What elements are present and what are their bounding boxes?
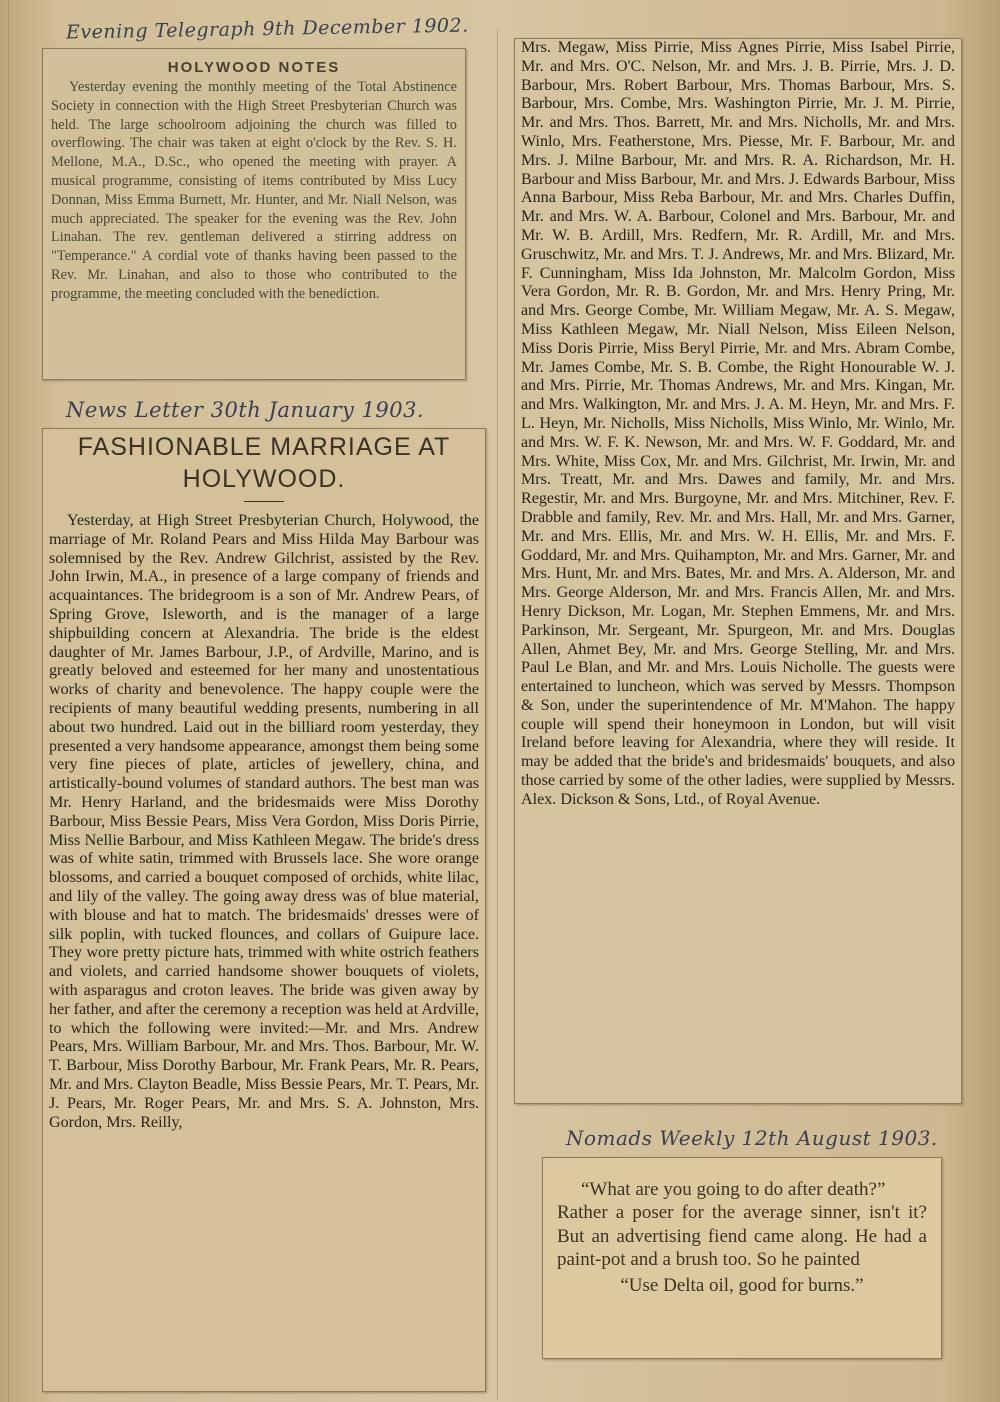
clipping-nomads-weekly bbox=[542, 1157, 942, 1359]
article-continuation: Mrs. Megaw, Miss Pirrie, Miss Agnes Pirrie, Miss Isabel Pirrie, Mr. and Mrs. O'C. Nelson, Mr. and Mrs. J. B. Pirrie, Mrs. J. D. Barbour, Mrs. Robert Barbour, Mrs. Thomas Barbour, Mrs. S. Barbour, Mrs. Combe, Mrs. Washington Pirrie, Mr. J. M. Pirrie, Mr. and Mrs. Thos. Barrett, Mr. and Mrs. Nicholls, Mr. and Mrs. Winlo, Mrs. Featherstone, Mrs. Piesse, Mr. F. Barbour, Mr. and Mrs. J. Milne Barbour, Mr. and Mrs. R. A. Richardson, Mr. H. Barbour and Miss Barbour, Mr. and Mrs. J. Edwards Barbour, Miss Anna Barbour, Miss Reba Barbour, Mr. and Mrs. Charles Duffin, Mr. and Mrs. W. A. Barbour, Colonel and Mrs. Barbour, Mr. and Mr. W. B. Ardill, Mrs. Redfern, Mr. R. Ardill, Mr. and Mrs. Gruschwitz, Mr. and Mrs. T. J. Andrews, Mr. and Mrs. Blizard, Mr. F. Cunningham, Miss Ida Johnston, Mr. Malcolm Gordon, Miss Vera Gordon, Mr. R. B. Gordon, Mr. and Mrs. Henry Pring, Mr. and Mrs. George Combe, Mr. William Megaw, Mr. A. S. Megaw, Miss Kathleen Megaw, Mr. Niall Nelson, Miss Eileen Nelson, Miss Doris Pirrie, Miss Beryl Pirrie, Mr. and Mrs. Abram Combe, Mr. James Combe, Mr. S. B. Combe, the Right Honourable W. J. and Mrs. Pirrie, Mr. Thomas Andrews, Mr. and Mrs. Kingan, Mr. and Mrs. Walkington, Mr. and Mrs. J. A. M. Heyn, Mr. and Mrs. F. L. Heyn, Mr. Nicholls, Miss Nicholls, Miss Winlo, Mr. Winlo, Mr. and Mrs. W. F. K. Newson, Mr. and Mrs. W. F. Goddard, Mr. and Mrs. White, Miss Cox, Mr. and Mrs. Gilchrist, Mr. Irwin, Mr. and Mrs. Treatt, Mr. and Mrs. Dawes and family, Mr. and Mrs. Regestir, Mr. and Mrs. Burgoyne, Mr. and Mrs. Mitchiner, Rev. F. Drabble and family, Rev. Mr. and Mrs. Hall, Mr. and Mrs. Garner, Mr. and Mrs. Ellis, Mr. and Mrs. W. H. Ellis, Mr. and Mrs. F. Goddard, Mr. and Mrs. Quihampton, Mr. and Mrs. Garner, Mr. and Mrs. Hunt, Mr. and Mrs. Bates, Mr. and Mrs. A. Alderson, Mr. and Mrs. George Alderson, Mr. and Mrs. Francis Allen, Mr. and Mrs. Henry Dickson, Mr. Logan, Mr. Stephen Emmens, Mr. and Mrs. Parkinson, Mr. Sergeant, Mr. Spurgeon, Mr. and Mrs. Douglas Allen, Ahmet Bey, Mr. and Mrs. George Stelling, Mr. and Mrs. Paul Le Blan, and Mr. and Mrs. Louis Nicholle. The guests were entertained to luncheon, which was served by Messrs. Thompson & Son, under the superintendence of Mr. M'Mahon. The happy couple will spend their honeymoon in London, but will visit Ireland before leaving for Alexandria, where they will reside. It may be added that the bride's and bridesmaids' bouquets, and also those carried by some of the other ladies, were supplied by Messrs. Alex. Dickson & Sons, Ltd., of Royal Avenue. bbox=[521, 39, 955, 808]
article-title: FASHIONABLE MARRIAGE AT HOLYWOOD. bbox=[77, 433, 451, 493]
handwritten-source-news-letter: News Letter 30th January 1903. bbox=[66, 398, 425, 422]
quote-commentary: Rather a poser for the average sinner, isn't it? But an advertising fiend came along. He had a paint-pot and a brush too. So he painted bbox=[557, 1202, 927, 1271]
quote-question: “What are you going to do after death?” bbox=[581, 1179, 886, 1200]
page-edge-line bbox=[8, 0, 9, 1402]
article-body: Yesterday, at High Street Presbyterian Church, Holywood, the marriage of Mr. Roland Pears and Miss Hilda May Barbour was solemnised by the Rev. Andrew Gilchrist, assisted by the Rev. John Irwin, M.A., in presence of a large company of friends and acquaintances. The bridegroom is a son of Mr. Andrew Pears, of Spring Grove, Isleworth, and is the manager of a large shipbuilding concern at Alexandria. The bride is the eldest daughter of Mr. James Barbour, J.P., of Ardville, Marino, and is greatly beloved and esteemed for her many and unostentatious works of charity and benevolence. The happy couple were the recipients of many beautiful wedding presents, numbering in all about two hundred. Laid out in the billiard room yesterday, they presented a very handsome appearance, amongst them being some very fine pieces of plate, articles of jewellery, china, and artistically-bound volumes of standard authors. The best man was Mr. Henry Harland, and the bridesmaids were Miss Dorothy Barbour, Miss Bessie Pears, Miss Vera Gordon, Miss Doris Pirrie, Miss Nellie Barbour, and Miss Kathleen Megaw. The bride's dress was of white satin, trimmed with Brussels lace. She wore orange blossoms, and carried a bouquet composed of orchids, white lilac, and lily of the valley. The going away dress was of blue material, with blouse and hat to match. The bridesmaids' dresses were of silk poplin, with tucked flounces, and collars of Guipure lace. They wore pretty picture hats, trimmed with white ostrich feathers and violets, and carried handsome shower bouquets of violets, with asparagus and croton leaves. The bride was given away by her father, and after the ceremony a reception was held at Ardville, to which the following were invited:—Mr. and Mrs. Andrew Pears, Mrs. William Barbour, Mr. and Mrs. Thos. Barbour, Mr. W. T. Barbour, Miss Dorothy Barbour, Mr. Frank Pears, Mr. R. Pears, Mr. and Mrs. Clayton Beadle, Miss Bessie Pears, Mr. T. Pears, Mr. J. Pears, Mr. Roger Pears, Mr. and Mrs. S. A. Johnston, Mrs. Gordon, Mrs. Reilly, bbox=[49, 512, 479, 1131]
clipping-guest-list bbox=[514, 38, 962, 1104]
quote-slogan: “Use Delta oil, good for burns.” bbox=[620, 1274, 864, 1296]
clipping-fashionable-marriage bbox=[42, 428, 486, 1392]
handwritten-source-nomads-weekly: Nomads Weekly 12th August 1903. bbox=[566, 1126, 938, 1150]
clipping-body: Yesterday evening the monthly meeting of the Total Abstinence Society in connection with the High Street Presbyterian Church was held. The large schoolroom adjoining the church was filled to overflowing. The chair was taken at eight o'clock by the Rev. S. H. Mellone, M.A., D.Sc., who opened the meeting with prayer. A musical programme, consisting of items contributed by Miss Lucy Donnan, Miss Emma Burnett, Mr. Hunter, and Mr. Niall Nelson, was much appreciated. The speaker for the evening was the Rev. John Linahan. The rev. gentleman delivered a stirring address on "Temperance." A cordial vote of thanks having been passed to the Rev. Mr. Linahan, and also to those who contributed to the programme, the meeting concluded with the benediction. bbox=[51, 79, 457, 302]
title-divider bbox=[244, 501, 284, 502]
handwritten-source-evening-telegraph: Evening Telegraph 9th December 1902. bbox=[65, 14, 469, 44]
clipping-heading: HOLYWOOD NOTES bbox=[167, 59, 341, 76]
clipping-holywood-notes bbox=[42, 48, 466, 380]
column-divider-line bbox=[497, 30, 498, 1400]
